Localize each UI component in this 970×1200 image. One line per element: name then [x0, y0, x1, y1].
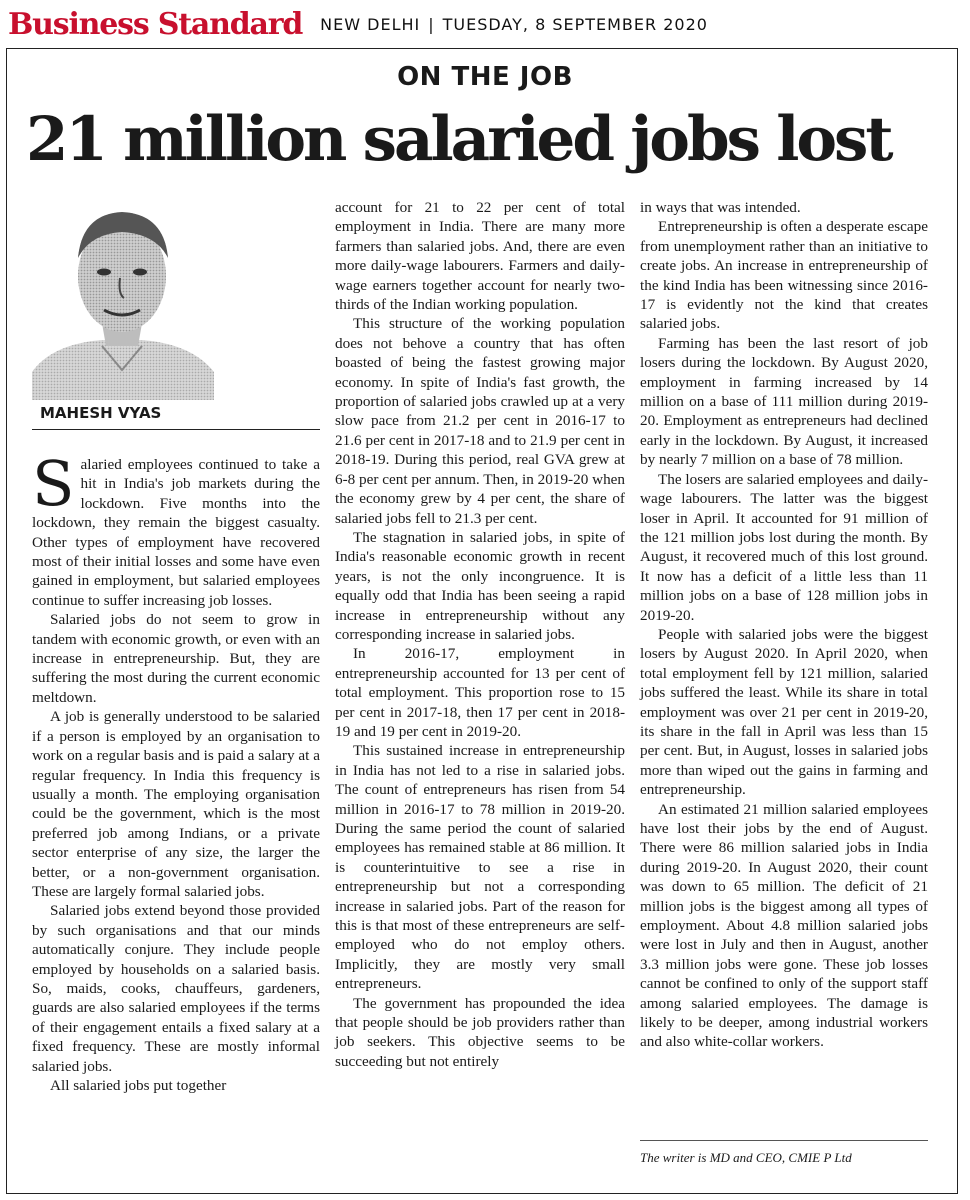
column-kicker: ON THE JOB — [397, 62, 573, 92]
masthead — [8, 4, 960, 44]
paragraph: In 2016-17, employment in entrepreneurship accounted for 13 per cent of total employment. This proportion rose to 15 per cent in 2017-18, then 17 per cent in 2018-19 and 19 per cent in 2019-20. — [335, 645, 625, 740]
paragraph: The stagnation in salaried jobs, in spite of India's reasonable economic growth in recent years, is not the only incongruence. It is equally odd that India has been seeing a rapid increase in entrepreneurship without any corresponding increase in salaried jobs. — [335, 528, 625, 643]
article-column-3 — [640, 198, 928, 1052]
dateline — [320, 15, 708, 34]
paragraph — [32, 447, 320, 610]
paragraph: A job is generally understood to be salaried if a person is employed by an organisation to work on a regular basis and is paid a salary at a regular frequency. In India this frequency is usually a month. The employing organisation could be the government, which is the most preferred job among Indians, or a private sector enterprise of any size, the larger the better, or a non-government organisation. These are largely formal salaried jobs. — [32, 708, 320, 900]
newspaper-logo: Business Standard — [8, 6, 303, 42]
byline-divider — [32, 429, 320, 430]
author-byline: MAHESH VYAS — [40, 404, 162, 422]
paragraph: All salaried jobs put together — [50, 1077, 227, 1094]
dateline-date: TUESDAY, 8 SEPTEMBER 2020 — [442, 14, 708, 34]
paragraph: Salaried jobs do not seem to grow in tandem with economic growth, or even with an increase in entrepreneurship. But, they are suffering the most during the current economic meltdown. — [32, 611, 320, 706]
author-photo — [32, 194, 214, 400]
footnote-divider — [640, 1140, 928, 1141]
paragraph-text: alaried employees continued to take a hit in India's job markets during the lockdown. Five months into the lockdown, they remain the biggest casualty. Other types of employment have recovered most of their initial losses and some have even gained in employment, but salaried employees continue to suffer increasing job losses. — [32, 456, 320, 609]
paragraph: Entrepreneurship is often a desperate escape from unemployment rather than an initiative to create jobs. An increase in entrepreneurship of the kind India has been witnessing since 2016-17 is evidently not the kind that creates salaried jobs. — [640, 218, 928, 333]
paragraph: Salaried jobs extend beyond those provided by such organisations and that our minds automatically conjure. They include people employed by households on a salaried basis. So, maids, cooks, chauffeurs, gardeners, guards are also salaried employees if the terms of their engagement entails a fixed salary at a fixed frequency. These are mostly informal salaried jobs. — [32, 902, 320, 1075]
paragraph: This structure of the working population does not behove a country that has often boasted of being the fastest growing major economy. In spite of India's fast growth, the proportion of salaried jobs crawled up at a very slow pace from 21.2 per cent in 2016-17 to 21.6 per cent in 2017-18 and to 21.9 per cent in 2018-19. During this period, real GVA grew at 6-8 per cent per annum. Then, in 2019-20 when the economy grew by 4 per cent, the share of salaried jobs fell to 21.3 per cent. — [335, 315, 625, 527]
article-column-2 — [335, 198, 625, 1071]
paragraph: account for 21 to 22 per cent of total employment in India. There are many more farmers than salaried jobs. And, there are even more daily-wage labourers. Farmers and daily-wage earners together account for nearly two-thirds of the Indian working population. — [335, 199, 625, 314]
paragraph: in ways that was intended. — [640, 199, 801, 216]
paragraph: The losers are salaried employees and daily-wage labourers. The latter was the biggest loser in April. It accounted for 91 million of the 121 million jobs lost during the month. By August, it recovered much of this lost ground. It now has a deficit of a little less than 11 million jobs on a base of 128 million jobs in 2019-20. — [640, 470, 928, 624]
drop-cap: S — [32, 447, 75, 520]
author-footnote: The writer is MD and CEO, CMIE P Ltd — [640, 1150, 852, 1165]
paragraph: Farming has been the last resort of job losers during the lockdown. By August 2020, employment in farming increased by 14 million on a base of 111 million during 2019-20. Employment as entrepreneurs had declined early in the lockdown. By August, it increased by nearly 7 million on a base of 78 million. — [640, 334, 928, 469]
dateline-city: NEW DELHI — [320, 14, 421, 34]
headline: 21 million salaried jobs lost — [26, 104, 891, 175]
paragraph: People with salaried jobs were the biggest losers by August 2020. In April 2020, when total employment fell by 121 million, salaried jobs suffered the least. While its share in total employment was over 21 per cent in 2019-20, its share in the fall in April was less than 15 per cent. But, in August, losses in salaried jobs more than wiped out the gains in farming and entrepreneurship. — [640, 625, 928, 799]
paragraph: An estimated 21 million salaried employees have lost their jobs by the end of August. There were 86 million salaried jobs in India during 2019-20. In August 2020, their count was down to 65 million. The deficit of 21 million jobs is the biggest among all types of employment. About 4.8 million salaried jobs were lost in July and then in August, another 3.3 million jobs were gone. These job losses cannot be confined to only of the support staff among salaried employees. The damage is likely to be deeper, among industrial workers and also white-collar workers. — [640, 800, 928, 1051]
article-column-1 — [32, 447, 320, 1095]
dateline-separator: | — [428, 14, 435, 34]
paragraph: This sustained increase in entrepreneurship in India has not led to a rise in salaried jobs. The count of entrepreneurs has risen from 54 million in 2016-17 to 78 million in 2019-20. During the same period the count of salaried employees has remained stable at 86 million. It is counterintuitive to see a rise in entrepreneurship but not a corresponding increase in salaried jobs. Part of the reason for this is that most of these entrepreneurs are self-employed who do not employ others. Implicitly, they are mostly very small entrepreneurs. — [335, 742, 625, 993]
paragraph: The government has propounded the idea that people should be job providers rather than job seekers. This objective seems to be succeeding but not entirely — [335, 994, 625, 1070]
